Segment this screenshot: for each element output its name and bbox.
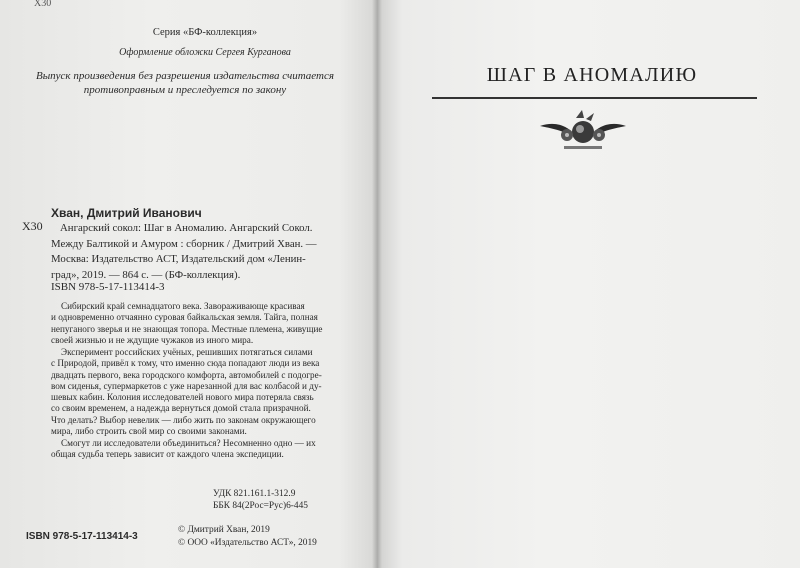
annotation-line: шевых кабин. Колония исследователей нового мира потеряла связь	[51, 392, 314, 403]
annotation-line: своей жизнью и не ждущие чужаков из иного мира.	[51, 334, 254, 345]
copyright-author: © Дмитрий Хван, 2019	[178, 525, 270, 535]
annotation-paragraph	[51, 347, 361, 437]
series-line: Серия «БФ-коллекция»	[152, 27, 258, 38]
annotation-line: Сибирский край семнадцатого века. Завораживающе красивая	[61, 301, 305, 311]
copyright-warning	[18, 69, 352, 97]
annotation-line: Смогут ли исследователи объединиться? Несомненно одно — их	[61, 438, 316, 448]
biblio-line: Ангарский сокол: Шаг в Аномалию. Ангарский Сокол.	[60, 222, 313, 234]
biblio-line: Между Балтикой и Амуром : сборник / Дмитрий Хван. —	[51, 237, 317, 250]
title-rule	[432, 97, 757, 99]
author-heading: Хван, Дмитрий Иванович	[51, 206, 202, 220]
udk-code: УДК 821.161.1-312.9	[213, 489, 296, 499]
isbn-footer: ISBN 978-5-17-113414-3	[26, 531, 138, 542]
annotation-line: двадцать первого, века городского комфорта, автомобилей с подогре-	[51, 369, 322, 380]
annotation-line: Что делать? Выбор невелик — либо жить по законам окружающего	[51, 414, 316, 425]
publisher-emblem-icon	[538, 108, 628, 158]
annotation-line: со своим временем, а надежда вернуться домой стала призрачной.	[51, 403, 311, 414]
catalog-code: Х30	[22, 219, 43, 233]
annotation-line: с Природой, привёл к тому, что именно сюда попадают люди из века	[51, 358, 320, 369]
annotation-line: непуганого зверья и не знающая топора. Местные племена, живущие	[51, 323, 323, 334]
annotation-line: общая судьба теперь зависит от каждого члена экспедиции.	[51, 449, 284, 460]
warning-line: противоправным и преследуется по закону	[83, 84, 287, 96]
bbk-code: ББК 84(2Рос=Рус)6-445	[213, 501, 308, 511]
book-gutter	[372, 0, 382, 568]
isbn-record: ISBN 978-5-17-113414-3	[51, 281, 165, 293]
annotation-paragraph	[51, 301, 361, 346]
corner-code: Х30	[34, 0, 52, 9]
bibliographic-record	[51, 221, 351, 283]
left-page	[0, 0, 377, 568]
annotation-paragraph	[51, 438, 361, 461]
annotation-line: Эксперимент российских учёных, решивших потягаться силами	[61, 347, 313, 357]
annotation-line: мира, либо строить свой мир со своими законами.	[51, 426, 247, 437]
copyright-publisher: © ООО «Издательство АСТ», 2019	[178, 538, 317, 548]
biblio-line: Москва: Издательство АСТ, Издательский дом «Ленин-	[51, 253, 306, 265]
cover-design-credit: Оформление обложки Сергея Курганова	[119, 47, 291, 58]
biblio-line: град», 2019. — 864 с. — (БФ-коллекция).	[51, 268, 241, 281]
annotation-line: и одновременно отчаянно суровая байкальская земля. Тайга, полная	[51, 312, 318, 323]
annotation-line: вом сиденья, супермаркетов с уже нарезанной для вас колбасой и ду-	[51, 380, 322, 391]
book-title: ШАГ В АНОМАЛИЮ	[486, 64, 698, 86]
warning-line: Выпуск произведения без разрешения издательства считается	[36, 70, 334, 82]
